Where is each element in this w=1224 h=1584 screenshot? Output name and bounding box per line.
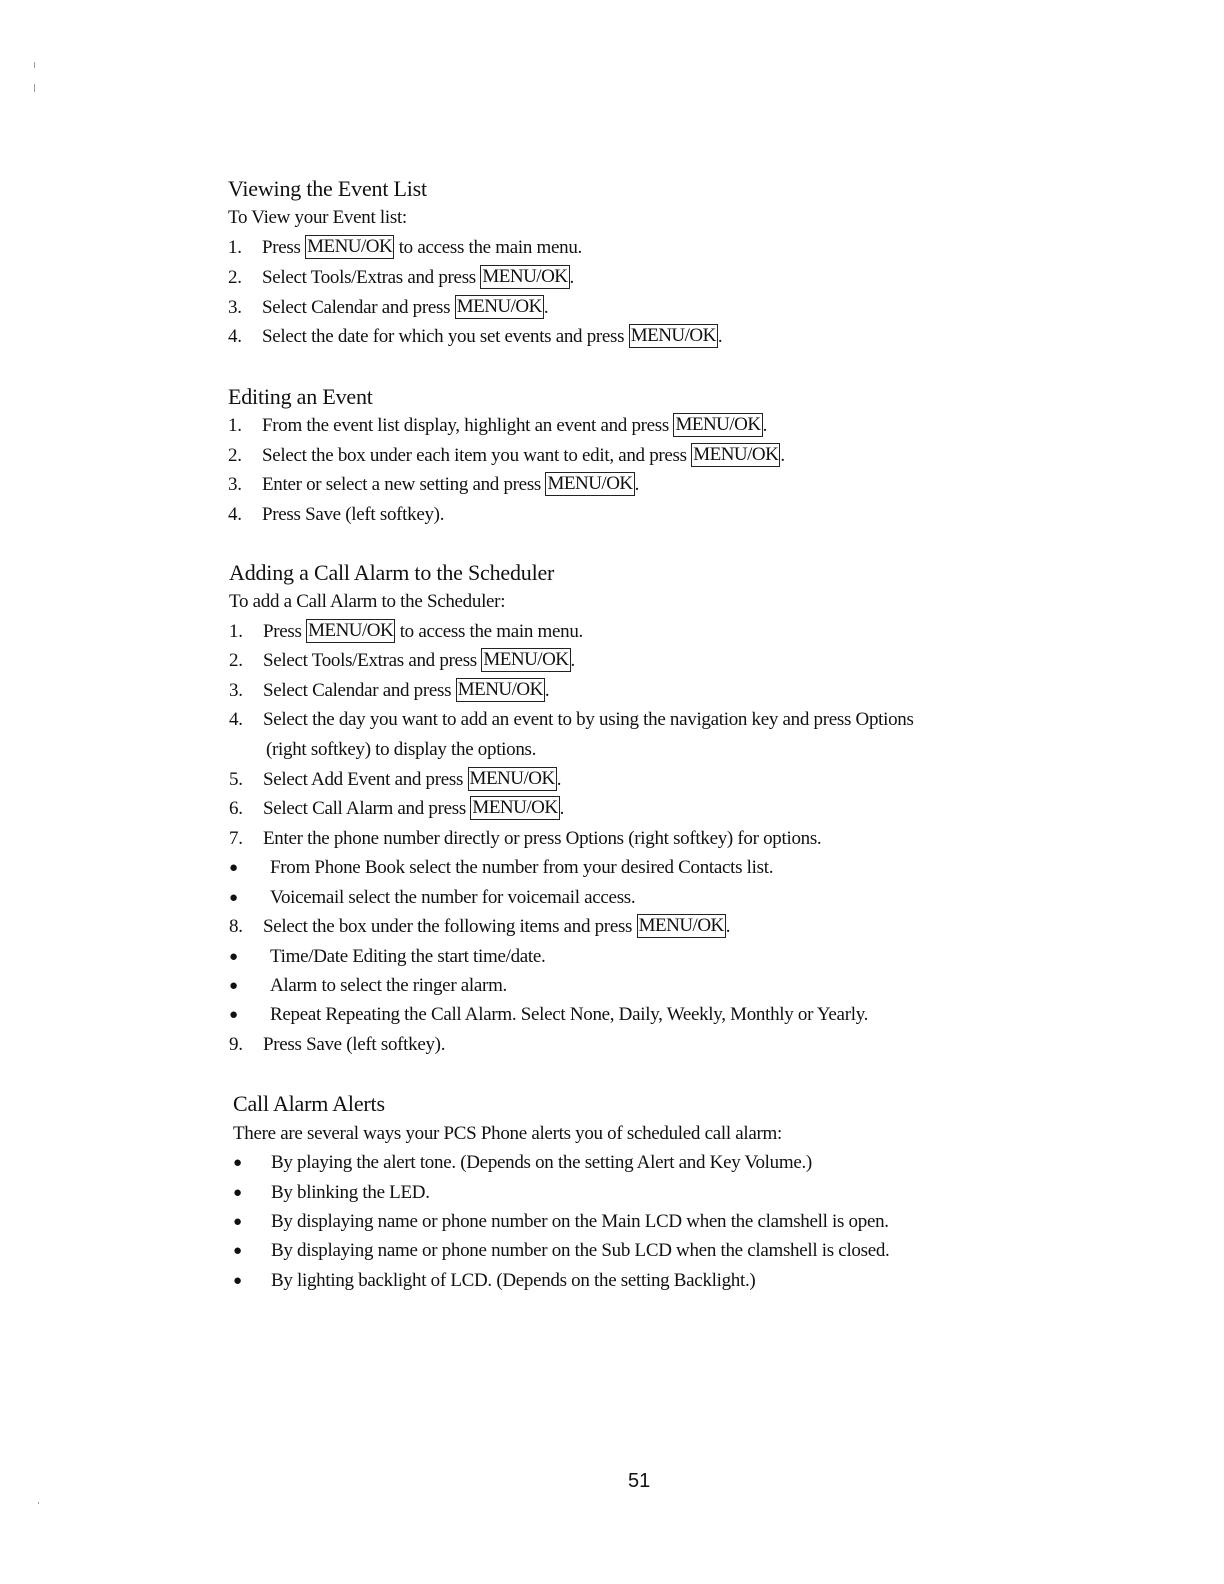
step-number: 3. xyxy=(228,474,242,495)
step-text: Select Calendar and press MENU/OK . xyxy=(262,296,549,318)
bullet-icon: ● xyxy=(229,978,238,994)
heading-viewing-event-list: Viewing the Event List xyxy=(228,176,427,201)
intro-call-alarm-alerts: There are several ways your PCS Phone alerts you of scheduled call alarm: xyxy=(233,1123,782,1144)
heading-editing-event: Editing an Event xyxy=(228,384,373,409)
step-text: Select the box under the following items and press MENU/OK . xyxy=(263,915,731,937)
step-number: 3. xyxy=(228,297,242,318)
step-text: Select Tools/Extras and press MENU/OK . xyxy=(263,649,575,671)
bullet-icon: ● xyxy=(233,1214,242,1230)
step-number: 1. xyxy=(228,237,242,258)
step-text: From the event list display, highlight an event and press MENU/OK . xyxy=(262,414,768,436)
bullet-text: By lighting backlight of LCD. (Depends on the setting Backlight.) xyxy=(271,1270,756,1291)
step-number: 7. xyxy=(229,828,243,849)
page-number: 51 xyxy=(628,1470,651,1492)
step-number: 9. xyxy=(229,1034,243,1055)
menu-ok-key: MENU/OK xyxy=(693,444,779,466)
bullet-text: By playing the alert tone. (Depends on the setting Alert and Key Volume.) xyxy=(271,1152,812,1173)
intro-viewing-event-list: To View your Event list: xyxy=(228,207,407,228)
menu-ok-key: MENU/OK xyxy=(482,266,568,288)
scan-speck xyxy=(34,84,35,92)
menu-ok-key: MENU/OK xyxy=(469,768,555,790)
menu-ok-key: MENU/OK xyxy=(675,414,761,436)
step-text: Select Calendar and press MENU/OK . xyxy=(263,679,550,701)
step-number: 4. xyxy=(228,504,242,525)
bullet-icon: ● xyxy=(233,1273,242,1289)
menu-ok-key: MENU/OK xyxy=(638,915,724,937)
bullet-text: By displaying name or phone number on the Sub LCD when the clamshell is closed. xyxy=(271,1240,890,1261)
step-text: Press MENU/OK to access the main menu. xyxy=(262,236,582,258)
step-number: 1. xyxy=(228,415,242,436)
step-number: 4. xyxy=(228,326,242,347)
step-text: Select the box under each item you want to edit, and press MENU/OK . xyxy=(262,444,785,466)
bullet-icon: ● xyxy=(229,890,238,906)
menu-ok-key: MENU/OK xyxy=(307,236,393,258)
step-text: Enter or select a new setting and press MENU/OK . xyxy=(262,473,640,495)
step-number: 4. xyxy=(229,709,243,730)
bullet-text: Alarm to select the ringer alarm. xyxy=(270,975,507,996)
step-number: 1. xyxy=(229,621,243,642)
step-number: 5. xyxy=(229,769,243,790)
step-number: 2. xyxy=(228,445,242,466)
bullet-text: By blinking the LED. xyxy=(271,1182,430,1203)
scan-speck xyxy=(34,62,35,68)
step-text: Select Add Event and press MENU/OK . xyxy=(263,768,562,790)
bullet-text: By displaying name or phone number on the Main LCD when the clamshell is open. xyxy=(271,1211,889,1232)
step-text: Select the date for which you set events and press MENU/OK . xyxy=(262,325,723,347)
heading-call-alarm-alerts: Call Alarm Alerts xyxy=(233,1091,385,1116)
bullet-text: Voicemail select the number for voicemail access. xyxy=(270,887,636,908)
step-text: Press Save (left softkey). xyxy=(262,504,445,525)
menu-ok-key: MENU/OK xyxy=(456,296,542,318)
bullet-icon: ● xyxy=(233,1243,242,1259)
step-text: Press MENU/OK to access the main menu. xyxy=(263,620,583,642)
step-text: Enter the phone number directly or press Options (right softkey) for options. xyxy=(263,828,822,849)
step-number: 8. xyxy=(229,916,243,937)
bullet-text: Time/Date Editing the start time/date. xyxy=(270,946,546,967)
bullet-text: From Phone Book select the number from your desired Contacts list. xyxy=(270,857,774,878)
menu-ok-key: MENU/OK xyxy=(483,649,569,671)
step-text: Press Save (left softkey). xyxy=(263,1034,446,1055)
step-number: 3. xyxy=(229,680,243,701)
menu-ok-key: MENU/OK xyxy=(630,325,716,347)
intro-adding-call-alarm: To add a Call Alarm to the Scheduler: xyxy=(229,591,506,612)
step-number: 2. xyxy=(229,650,243,671)
step-text: Select Call Alarm and press MENU/OK . xyxy=(263,797,565,819)
step-text: Select Tools/Extras and press MENU/OK . xyxy=(262,266,574,288)
menu-ok-key: MENU/OK xyxy=(547,473,633,495)
step-number: 2. xyxy=(228,267,242,288)
step-number: 6. xyxy=(229,798,243,819)
bullet-icon: ● xyxy=(233,1185,242,1201)
bullet-text: Repeat Repeating the Call Alarm. Select None, Daily, Weekly, Monthly or Yearly. xyxy=(270,1004,869,1025)
menu-ok-key: MENU/OK xyxy=(308,620,394,642)
step-text: Select the day you want to add an event to by using the navigation key and press Options xyxy=(263,709,914,730)
bullet-icon: ● xyxy=(229,1007,238,1023)
bullet-icon: ● xyxy=(229,949,238,965)
step-text: (right softkey) to display the options. xyxy=(266,739,537,760)
heading-adding-call-alarm: Adding a Call Alarm to the Scheduler xyxy=(229,560,555,585)
bullet-icon: ● xyxy=(233,1155,242,1171)
bullet-icon: ● xyxy=(229,860,238,876)
menu-ok-key: MENU/OK xyxy=(472,797,558,819)
scan-speck xyxy=(38,1502,39,1504)
menu-ok-key: MENU/OK xyxy=(457,679,543,701)
